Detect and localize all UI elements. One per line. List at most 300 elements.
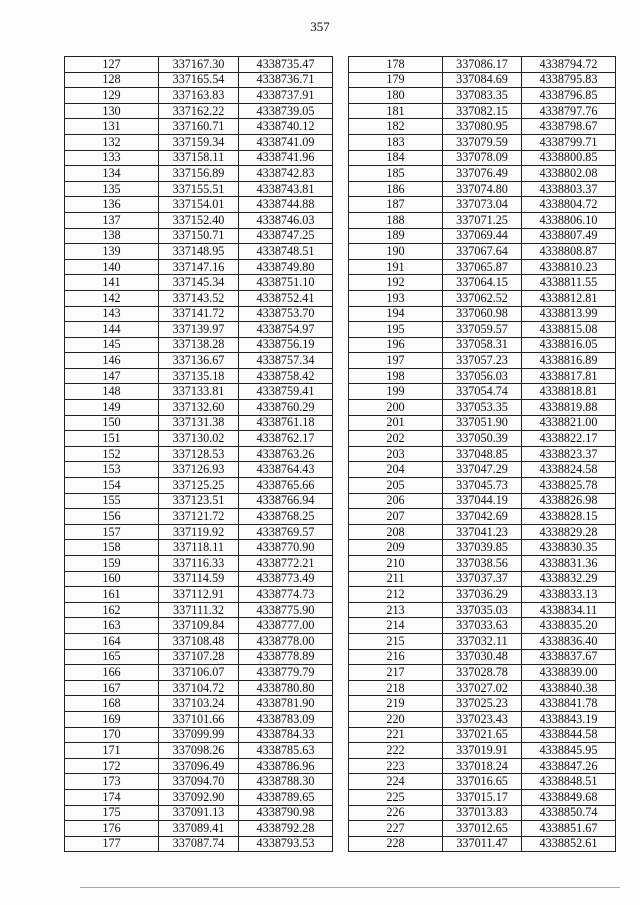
x-coordinate-cell: 337123.51 bbox=[159, 493, 239, 509]
point-number-cell: 164 bbox=[65, 633, 159, 649]
x-coordinate-cell: 337107.28 bbox=[159, 649, 239, 665]
y-coordinate-cell: 4338789.65 bbox=[239, 789, 333, 805]
x-coordinate-cell: 337159.34 bbox=[159, 134, 239, 150]
point-number-cell: 210 bbox=[349, 556, 443, 572]
y-coordinate-cell: 4338742.83 bbox=[239, 166, 333, 182]
x-coordinate-cell: 337114.59 bbox=[159, 571, 239, 587]
point-number-cell: 219 bbox=[349, 696, 443, 712]
x-coordinate-cell: 337106.07 bbox=[159, 665, 239, 681]
point-number-cell: 156 bbox=[65, 509, 159, 525]
y-coordinate-cell: 4338736.71 bbox=[239, 72, 333, 88]
table-row bbox=[65, 244, 333, 260]
table-row bbox=[65, 758, 333, 774]
point-number-cell: 168 bbox=[65, 696, 159, 712]
y-coordinate-cell: 4338740.12 bbox=[239, 119, 333, 135]
y-coordinate-cell: 4338780.80 bbox=[239, 680, 333, 696]
point-number-cell: 178 bbox=[349, 57, 443, 73]
y-coordinate-cell: 4338807.49 bbox=[522, 228, 616, 244]
x-coordinate-cell: 337023.43 bbox=[443, 711, 522, 727]
y-coordinate-cell: 4338743.81 bbox=[239, 181, 333, 197]
point-number-cell: 162 bbox=[65, 602, 159, 618]
point-number-cell: 146 bbox=[65, 353, 159, 369]
table-row bbox=[65, 228, 333, 244]
table-row bbox=[349, 368, 616, 384]
x-coordinate-cell: 337121.72 bbox=[159, 509, 239, 525]
point-number-cell: 211 bbox=[349, 571, 443, 587]
point-number-cell: 198 bbox=[349, 368, 443, 384]
x-coordinate-cell: 337143.52 bbox=[159, 290, 239, 306]
x-coordinate-cell: 337160.71 bbox=[159, 119, 239, 135]
y-coordinate-cell: 4338835.20 bbox=[522, 618, 616, 634]
table-row bbox=[65, 743, 333, 759]
x-coordinate-cell: 337058.31 bbox=[443, 337, 522, 353]
table-row bbox=[65, 415, 333, 431]
x-coordinate-cell: 337080.95 bbox=[443, 119, 522, 135]
table-row bbox=[65, 727, 333, 743]
point-number-cell: 189 bbox=[349, 228, 443, 244]
point-number-cell: 154 bbox=[65, 478, 159, 494]
y-coordinate-cell: 4338763.26 bbox=[239, 446, 333, 462]
y-coordinate-cell: 4338848.51 bbox=[522, 774, 616, 790]
x-coordinate-cell: 337104.72 bbox=[159, 680, 239, 696]
x-coordinate-cell: 337083.35 bbox=[443, 88, 522, 104]
table-row bbox=[65, 618, 333, 634]
point-number-cell: 165 bbox=[65, 649, 159, 665]
table-row bbox=[65, 556, 333, 572]
table-row bbox=[65, 789, 333, 805]
point-number-cell: 173 bbox=[65, 774, 159, 790]
y-coordinate-cell: 4338851.67 bbox=[522, 821, 616, 837]
table-row bbox=[349, 774, 616, 790]
table-row bbox=[349, 275, 616, 291]
table-row bbox=[349, 384, 616, 400]
y-coordinate-cell: 4338761.18 bbox=[239, 415, 333, 431]
point-number-cell: 167 bbox=[65, 680, 159, 696]
y-coordinate-cell: 4338746.03 bbox=[239, 212, 333, 228]
x-coordinate-cell: 337039.85 bbox=[443, 540, 522, 556]
point-number-cell: 201 bbox=[349, 415, 443, 431]
x-coordinate-cell: 337044.19 bbox=[443, 493, 522, 509]
table-row bbox=[65, 400, 333, 416]
y-coordinate-cell: 4338759.41 bbox=[239, 384, 333, 400]
x-coordinate-cell: 337150.71 bbox=[159, 228, 239, 244]
table-row bbox=[349, 415, 616, 431]
y-coordinate-cell: 4338764.43 bbox=[239, 462, 333, 478]
x-coordinate-cell: 337138.28 bbox=[159, 337, 239, 353]
x-coordinate-cell: 337119.92 bbox=[159, 524, 239, 540]
table-row bbox=[65, 431, 333, 447]
table-row bbox=[349, 649, 616, 665]
point-number-cell: 148 bbox=[65, 384, 159, 400]
coordinates-table-left bbox=[64, 56, 333, 852]
y-coordinate-cell: 4338828.15 bbox=[522, 509, 616, 525]
y-coordinate-cell: 4338754.97 bbox=[239, 322, 333, 338]
x-coordinate-cell: 337036.29 bbox=[443, 587, 522, 603]
y-coordinate-cell: 4338757.34 bbox=[239, 353, 333, 369]
point-number-cell: 228 bbox=[349, 836, 443, 852]
point-number-cell: 222 bbox=[349, 743, 443, 759]
table-row bbox=[65, 524, 333, 540]
point-number-cell: 196 bbox=[349, 337, 443, 353]
table-row bbox=[65, 103, 333, 119]
y-coordinate-cell: 4338804.72 bbox=[522, 197, 616, 213]
table-row bbox=[349, 602, 616, 618]
y-coordinate-cell: 4338762.17 bbox=[239, 431, 333, 447]
table-row bbox=[65, 665, 333, 681]
point-number-cell: 174 bbox=[65, 789, 159, 805]
y-coordinate-cell: 4338810.23 bbox=[522, 259, 616, 275]
table-row bbox=[65, 322, 333, 338]
y-coordinate-cell: 4338753.70 bbox=[239, 306, 333, 322]
y-coordinate-cell: 4338806.10 bbox=[522, 212, 616, 228]
point-number-cell: 183 bbox=[349, 134, 443, 150]
y-coordinate-cell: 4338779.79 bbox=[239, 665, 333, 681]
y-coordinate-cell: 4338849.68 bbox=[522, 789, 616, 805]
x-coordinate-cell: 337033.63 bbox=[443, 618, 522, 634]
table-row bbox=[65, 680, 333, 696]
y-coordinate-cell: 4338769.57 bbox=[239, 524, 333, 540]
point-number-cell: 139 bbox=[65, 244, 159, 260]
x-coordinate-cell: 337158.11 bbox=[159, 150, 239, 166]
point-number-cell: 159 bbox=[65, 556, 159, 572]
x-coordinate-cell: 337152.40 bbox=[159, 212, 239, 228]
y-coordinate-cell: 4338816.05 bbox=[522, 337, 616, 353]
point-number-cell: 218 bbox=[349, 680, 443, 696]
x-coordinate-cell: 337091.13 bbox=[159, 805, 239, 821]
y-coordinate-cell: 4338816.89 bbox=[522, 353, 616, 369]
x-coordinate-cell: 337064.15 bbox=[443, 275, 522, 291]
x-coordinate-cell: 337030.48 bbox=[443, 649, 522, 665]
y-coordinate-cell: 4338844.58 bbox=[522, 727, 616, 743]
point-number-cell: 223 bbox=[349, 758, 443, 774]
point-number-cell: 141 bbox=[65, 275, 159, 291]
point-number-cell: 145 bbox=[65, 337, 159, 353]
point-number-cell: 149 bbox=[65, 400, 159, 416]
table-row bbox=[65, 166, 333, 182]
x-coordinate-cell: 337147.16 bbox=[159, 259, 239, 275]
x-coordinate-cell: 337099.99 bbox=[159, 727, 239, 743]
x-coordinate-cell: 337125.25 bbox=[159, 478, 239, 494]
y-coordinate-cell: 4338794.72 bbox=[522, 57, 616, 73]
y-coordinate-cell: 4338795.83 bbox=[522, 72, 616, 88]
y-coordinate-cell: 4338802.08 bbox=[522, 166, 616, 182]
x-coordinate-cell: 337015.17 bbox=[443, 789, 522, 805]
point-number-cell: 208 bbox=[349, 524, 443, 540]
table-row bbox=[65, 836, 333, 852]
x-coordinate-cell: 337111.32 bbox=[159, 602, 239, 618]
point-number-cell: 175 bbox=[65, 805, 159, 821]
table-row bbox=[349, 228, 616, 244]
table-row bbox=[65, 602, 333, 618]
table-row bbox=[349, 103, 616, 119]
point-number-cell: 194 bbox=[349, 306, 443, 322]
point-number-cell: 155 bbox=[65, 493, 159, 509]
x-coordinate-cell: 337074.80 bbox=[443, 181, 522, 197]
y-coordinate-cell: 4338748.51 bbox=[239, 244, 333, 260]
x-coordinate-cell: 337136.67 bbox=[159, 353, 239, 369]
x-coordinate-cell: 337101.66 bbox=[159, 711, 239, 727]
y-coordinate-cell: 4338739.05 bbox=[239, 103, 333, 119]
point-number-cell: 203 bbox=[349, 446, 443, 462]
point-number-cell: 209 bbox=[349, 540, 443, 556]
y-coordinate-cell: 4338831.36 bbox=[522, 556, 616, 572]
x-coordinate-cell: 337084.69 bbox=[443, 72, 522, 88]
x-coordinate-cell: 337162.22 bbox=[159, 103, 239, 119]
x-coordinate-cell: 337059.57 bbox=[443, 322, 522, 338]
table-row bbox=[349, 134, 616, 150]
x-coordinate-cell: 337047.29 bbox=[443, 462, 522, 478]
table-row bbox=[65, 509, 333, 525]
point-number-cell: 132 bbox=[65, 134, 159, 150]
page-number: 357 bbox=[310, 19, 330, 34]
x-coordinate-cell: 337109.84 bbox=[159, 618, 239, 634]
table-row bbox=[349, 119, 616, 135]
table-row bbox=[349, 618, 616, 634]
x-coordinate-cell: 337019.91 bbox=[443, 743, 522, 759]
table-row bbox=[65, 212, 333, 228]
table-row bbox=[65, 446, 333, 462]
point-number-cell: 186 bbox=[349, 181, 443, 197]
table-row bbox=[349, 88, 616, 104]
x-coordinate-cell: 337078.09 bbox=[443, 150, 522, 166]
y-coordinate-cell: 4338778.89 bbox=[239, 649, 333, 665]
x-coordinate-cell: 337139.97 bbox=[159, 322, 239, 338]
x-coordinate-cell: 337086.17 bbox=[443, 57, 522, 73]
table-row bbox=[65, 821, 333, 837]
point-number-cell: 150 bbox=[65, 415, 159, 431]
point-number-cell: 131 bbox=[65, 119, 159, 135]
point-number-cell: 136 bbox=[65, 197, 159, 213]
table-body bbox=[349, 57, 616, 852]
table-row bbox=[65, 275, 333, 291]
point-number-cell: 138 bbox=[65, 228, 159, 244]
y-coordinate-cell: 4338823.37 bbox=[522, 446, 616, 462]
x-coordinate-cell: 337135.18 bbox=[159, 368, 239, 384]
table-row bbox=[349, 805, 616, 821]
table-row bbox=[349, 337, 616, 353]
x-coordinate-cell: 337108.48 bbox=[159, 633, 239, 649]
y-coordinate-cell: 4338830.35 bbox=[522, 540, 616, 556]
y-coordinate-cell: 4338786.96 bbox=[239, 758, 333, 774]
y-coordinate-cell: 4338777.00 bbox=[239, 618, 333, 634]
table-row bbox=[349, 789, 616, 805]
y-coordinate-cell: 4338737.91 bbox=[239, 88, 333, 104]
y-coordinate-cell: 4338735.47 bbox=[239, 57, 333, 73]
point-number-cell: 179 bbox=[349, 72, 443, 88]
y-coordinate-cell: 4338760.29 bbox=[239, 400, 333, 416]
y-coordinate-cell: 4338758.42 bbox=[239, 368, 333, 384]
point-number-cell: 216 bbox=[349, 649, 443, 665]
x-coordinate-cell: 337045.73 bbox=[443, 478, 522, 494]
table-row bbox=[65, 540, 333, 556]
table-row bbox=[65, 711, 333, 727]
y-coordinate-cell: 4338784.33 bbox=[239, 727, 333, 743]
point-number-cell: 130 bbox=[65, 103, 159, 119]
point-number-cell: 221 bbox=[349, 727, 443, 743]
x-coordinate-cell: 337163.83 bbox=[159, 88, 239, 104]
table-row bbox=[349, 400, 616, 416]
y-coordinate-cell: 4338793.53 bbox=[239, 836, 333, 852]
table-row bbox=[349, 197, 616, 213]
y-coordinate-cell: 4338752.41 bbox=[239, 290, 333, 306]
x-coordinate-cell: 337130.02 bbox=[159, 431, 239, 447]
table-row bbox=[349, 57, 616, 73]
y-coordinate-cell: 4338841.78 bbox=[522, 696, 616, 712]
table-row bbox=[65, 587, 333, 603]
table-row bbox=[349, 540, 616, 556]
table-row bbox=[65, 478, 333, 494]
x-coordinate-cell: 337035.03 bbox=[443, 602, 522, 618]
x-coordinate-cell: 337079.59 bbox=[443, 134, 522, 150]
x-coordinate-cell: 337021.65 bbox=[443, 727, 522, 743]
table-row bbox=[349, 244, 616, 260]
y-coordinate-cell: 4338850.74 bbox=[522, 805, 616, 821]
table-row bbox=[349, 711, 616, 727]
point-number-cell: 184 bbox=[349, 150, 443, 166]
table-row bbox=[349, 556, 616, 572]
x-coordinate-cell: 337016.65 bbox=[443, 774, 522, 790]
y-coordinate-cell: 4338817.81 bbox=[522, 368, 616, 384]
point-number-cell: 177 bbox=[65, 836, 159, 852]
y-coordinate-cell: 4338798.67 bbox=[522, 119, 616, 135]
table-row bbox=[65, 150, 333, 166]
table-row bbox=[65, 134, 333, 150]
point-number-cell: 200 bbox=[349, 400, 443, 416]
x-coordinate-cell: 337028.78 bbox=[443, 665, 522, 681]
x-coordinate-cell: 337118.11 bbox=[159, 540, 239, 556]
point-number-cell: 128 bbox=[65, 72, 159, 88]
y-coordinate-cell: 4338818.81 bbox=[522, 384, 616, 400]
x-coordinate-cell: 337133.81 bbox=[159, 384, 239, 400]
table-row bbox=[65, 259, 333, 275]
point-number-cell: 182 bbox=[349, 119, 443, 135]
y-coordinate-cell: 4338815.08 bbox=[522, 322, 616, 338]
x-coordinate-cell: 337087.74 bbox=[159, 836, 239, 852]
footer-divider bbox=[80, 887, 620, 888]
table-row bbox=[65, 571, 333, 587]
x-coordinate-cell: 337073.04 bbox=[443, 197, 522, 213]
point-number-cell: 225 bbox=[349, 789, 443, 805]
table-row bbox=[349, 150, 616, 166]
table-row bbox=[349, 493, 616, 509]
y-coordinate-cell: 4338747.25 bbox=[239, 228, 333, 244]
point-number-cell: 224 bbox=[349, 774, 443, 790]
table-row bbox=[349, 727, 616, 743]
table-row bbox=[349, 633, 616, 649]
table-row bbox=[65, 72, 333, 88]
table-row bbox=[65, 119, 333, 135]
point-number-cell: 191 bbox=[349, 259, 443, 275]
table-row bbox=[65, 696, 333, 712]
point-number-cell: 214 bbox=[349, 618, 443, 634]
x-coordinate-cell: 337013.83 bbox=[443, 805, 522, 821]
point-number-cell: 160 bbox=[65, 571, 159, 587]
y-coordinate-cell: 4338799.71 bbox=[522, 134, 616, 150]
point-number-cell: 143 bbox=[65, 306, 159, 322]
y-coordinate-cell: 4338785.63 bbox=[239, 743, 333, 759]
point-number-cell: 171 bbox=[65, 743, 159, 759]
y-coordinate-cell: 4338773.49 bbox=[239, 571, 333, 587]
x-coordinate-cell: 337103.24 bbox=[159, 696, 239, 712]
x-coordinate-cell: 337057.23 bbox=[443, 353, 522, 369]
table-row bbox=[349, 431, 616, 447]
x-coordinate-cell: 337067.64 bbox=[443, 244, 522, 260]
x-coordinate-cell: 337027.02 bbox=[443, 680, 522, 696]
x-coordinate-cell: 337011.47 bbox=[443, 836, 522, 852]
x-coordinate-cell: 337042.69 bbox=[443, 509, 522, 525]
point-number-cell: 127 bbox=[65, 57, 159, 73]
x-coordinate-cell: 337128.53 bbox=[159, 446, 239, 462]
point-number-cell: 185 bbox=[349, 166, 443, 182]
y-coordinate-cell: 4338792.28 bbox=[239, 821, 333, 837]
point-number-cell: 212 bbox=[349, 587, 443, 603]
x-coordinate-cell: 337082.15 bbox=[443, 103, 522, 119]
table-row bbox=[349, 166, 616, 182]
y-coordinate-cell: 4338836.40 bbox=[522, 633, 616, 649]
x-coordinate-cell: 337154.01 bbox=[159, 197, 239, 213]
table-row bbox=[349, 290, 616, 306]
x-coordinate-cell: 337069.44 bbox=[443, 228, 522, 244]
y-coordinate-cell: 4338819.88 bbox=[522, 400, 616, 416]
point-number-cell: 226 bbox=[349, 805, 443, 821]
y-coordinate-cell: 4338781.90 bbox=[239, 696, 333, 712]
point-number-cell: 133 bbox=[65, 150, 159, 166]
x-coordinate-cell: 337062.52 bbox=[443, 290, 522, 306]
x-coordinate-cell: 337051.90 bbox=[443, 415, 522, 431]
point-number-cell: 163 bbox=[65, 618, 159, 634]
table-row bbox=[349, 306, 616, 322]
table-row bbox=[65, 337, 333, 353]
x-coordinate-cell: 337145.34 bbox=[159, 275, 239, 291]
x-coordinate-cell: 337050.39 bbox=[443, 431, 522, 447]
y-coordinate-cell: 4338749.80 bbox=[239, 259, 333, 275]
y-coordinate-cell: 4338797.76 bbox=[522, 103, 616, 119]
point-number-cell: 205 bbox=[349, 478, 443, 494]
x-coordinate-cell: 337167.30 bbox=[159, 57, 239, 73]
x-coordinate-cell: 337053.35 bbox=[443, 400, 522, 416]
table-row bbox=[349, 181, 616, 197]
x-coordinate-cell: 337132.60 bbox=[159, 400, 239, 416]
x-coordinate-cell: 337071.25 bbox=[443, 212, 522, 228]
y-coordinate-cell: 4338822.17 bbox=[522, 431, 616, 447]
table-row bbox=[349, 478, 616, 494]
point-number-cell: 151 bbox=[65, 431, 159, 447]
table-row bbox=[349, 821, 616, 837]
x-coordinate-cell: 337156.89 bbox=[159, 166, 239, 182]
y-coordinate-cell: 4338751.10 bbox=[239, 275, 333, 291]
y-coordinate-cell: 4338788.30 bbox=[239, 774, 333, 790]
y-coordinate-cell: 4338778.00 bbox=[239, 633, 333, 649]
point-number-cell: 135 bbox=[65, 181, 159, 197]
table-row bbox=[65, 306, 333, 322]
x-coordinate-cell: 337089.41 bbox=[159, 821, 239, 837]
y-coordinate-cell: 4338774.73 bbox=[239, 587, 333, 603]
x-coordinate-cell: 337032.11 bbox=[443, 633, 522, 649]
point-number-cell: 206 bbox=[349, 493, 443, 509]
y-coordinate-cell: 4338775.90 bbox=[239, 602, 333, 618]
y-coordinate-cell: 4338847.26 bbox=[522, 758, 616, 774]
table-row bbox=[349, 353, 616, 369]
x-coordinate-cell: 337025.23 bbox=[443, 696, 522, 712]
y-coordinate-cell: 4338741.09 bbox=[239, 134, 333, 150]
table-row bbox=[349, 571, 616, 587]
y-coordinate-cell: 4338803.37 bbox=[522, 181, 616, 197]
point-number-cell: 195 bbox=[349, 322, 443, 338]
table-row bbox=[65, 57, 333, 73]
point-number-cell: 158 bbox=[65, 540, 159, 556]
coordinates-table-right bbox=[348, 56, 616, 852]
table-row bbox=[65, 290, 333, 306]
